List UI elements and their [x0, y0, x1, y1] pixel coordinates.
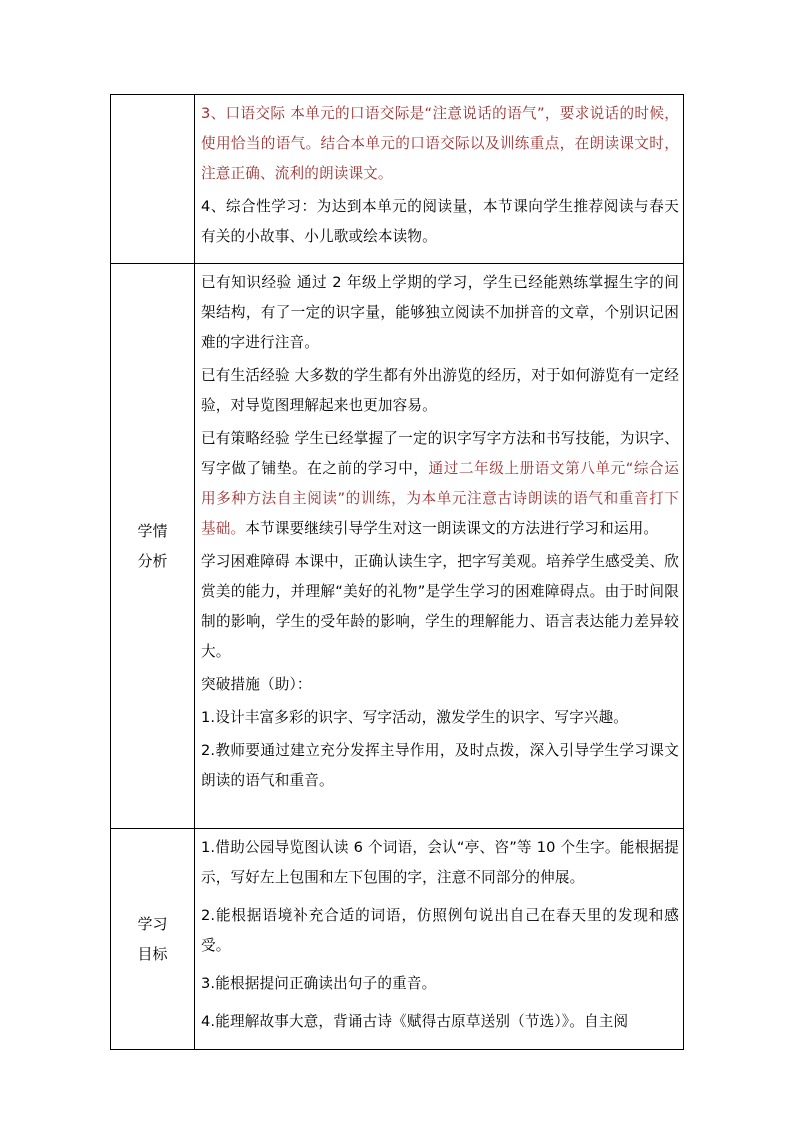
- goal-item-2: 2.能根据语境补充合适的词语，仿照例句说出自己在春天里的发现和感受。: [201, 907, 679, 954]
- learning-difficulty-paragraph: 学习困难障碍 本课中，正确认读生字，把字写美观。培养学生感受美、欣赏美的能力，并理解“美好的礼物”是学生学习的困难障碍点。由于时间限制的影响，学生的受年龄的影响，学生的理解能力、语言表达能力差异较大。: [201, 553, 679, 660]
- table-row-student-analysis: [111, 264, 684, 829]
- row-label-empty: [111, 95, 195, 264]
- label-line-2: 目标: [137, 945, 168, 963]
- lesson-plan-table: [110, 94, 684, 1050]
- row-label-learning-goals: [111, 829, 195, 1050]
- oral-communication-paragraph: 3、口语交际 本单元的口语交际是“注意说话的语气”，要求说话的时候，使用恰当的语气。结合本单元的口语交际以及训练重点，在朗读课文时，注意正确、流利的朗读课文。: [201, 105, 679, 182]
- learning-goals-content-cell: [195, 829, 684, 1050]
- goal-item-1: 1.借助公园导览图认读 6 个词语，会认“亭、咨”等 10 个生字。能根据提示，写好左上包围和左下包围的字，注意不同部分的伸展。: [201, 839, 679, 886]
- strategy-text-highlight: 通过二年级上册语文第八单元“综合运用多种方法自主阅读”的训练，为本单元注意古诗朗读的语气和重音打下基础。: [201, 460, 679, 537]
- label-line-1: 学习: [137, 915, 168, 933]
- label-line-2: 分析: [137, 552, 168, 570]
- breakthrough-item-1: 1.设计丰富多彩的识字、写字活动，激发学生的识字、写字兴趣。: [201, 709, 629, 726]
- student-analysis-content-cell: [195, 264, 684, 829]
- life-experience-paragraph: 已有生活经验 大多数的学生都有外出游览的经历，对于如何游览有一定经验，对导览图理解起来也更加容易。: [201, 367, 679, 414]
- continued-content-cell: [195, 95, 684, 264]
- breakthrough-heading: 突破措施（助）：: [201, 676, 312, 693]
- breakthrough-item-2: 2.教师要通过建立充分发挥主导作用，及时点拨，深入引导学生学习课文朗读的语气和重音。: [201, 742, 679, 789]
- prior-knowledge-paragraph: 已有知识经验 通过 2 年级上学期的学习，学生已经能熟练掌握生字的间架结构，有了一定的识字量，能够独立阅读不加拼音的文章，个别识记困难的字进行注音。: [201, 274, 679, 351]
- table-row-continued: [111, 95, 684, 264]
- goal-item-4: 4.能理解故事大意，背诵古诗《赋得古原草送别（节选）》。自主阅: [201, 1013, 629, 1030]
- integrated-learning-paragraph: 4、综合性学习：为达到本单元的阅读量，本节课向学生推荐阅读与春天有关的小故事、小儿歌或绘本读物。: [201, 198, 679, 245]
- label-line-1: 学情: [137, 522, 168, 540]
- strategy-experience-paragraph: [201, 424, 679, 544]
- table-row-learning-goals: [111, 829, 684, 1050]
- strategy-text-a: 已有策略经验 学生已经掌握了一定的识字写字方法和书写技能，为识字、写字做了铺垫。在之前的学习中，: [201, 430, 679, 477]
- row-label-student-analysis: [111, 264, 195, 829]
- goal-item-3: 3.能根据提问正确读出句子的重音。: [201, 975, 437, 992]
- strategy-text-c: 本节课要继续引导学生对这一朗读课文的方法进行学习和运用。: [245, 520, 659, 537]
